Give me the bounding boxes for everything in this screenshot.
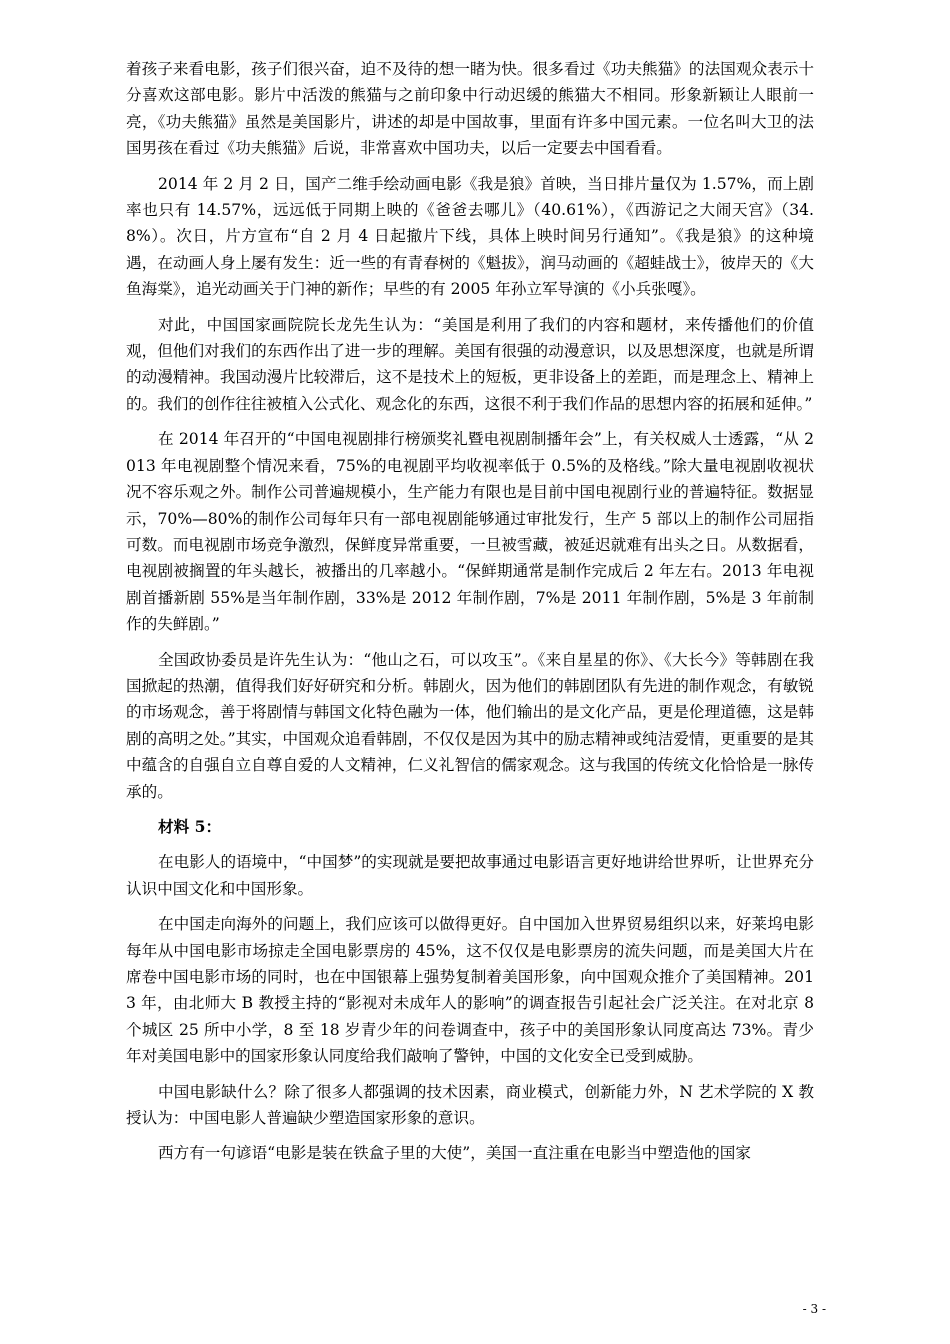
paragraph-tv-drama-stats: 在 2014 年召开的“中国电视剧排行榜颁奖礼暨电视剧制播年会”上，有关权威人士透露，“从 2013 年电视剧整个情况来看，75%的电视剧平均收视率低于 0.5%的及格线。”除大量电视剧收视状况不容乐观之外。制作公司普遍规模小，生产能力有限也是目前中国电视剧行业的普遍特征。数据显示，70%—80%的制作公司每年只有一部电视剧能够通过审批发行，生产 5 部以上的制作公司屈指可数。而电视剧市场竞争激烈，保鲜度异常重要，一旦被雪藏，被延迟就难有出头之日。从数据看，电视剧被搁置的年头越长，被播出的几率越小。“保鲜期通常是制作完成后 2 年左右。2013 年电视剧首播新剧 55%是当年制作剧，33%是 2012 年制作剧，7%是 2011 年制作剧，5%是 3 年前制作的失鲜剧。” <box>126 430 814 634</box>
paragraph-china-dream: 在电影人的语境中，“中国梦”的实现就是要把故事通过电影语言更好地讲给世界听，让世界充分认识中国文化和中国形象。 <box>126 853 814 898</box>
page-number: - 3 - <box>802 1302 826 1316</box>
paragraph-hollywood-impact: 在中国走向海外的问题上，我们应该可以做得更好。自中国加入世界贸易组织以来，好莱坞电影每年从中国电影市场掠走全国电影票房的 45%，这不仅仅是电影票房的流失问题，而是美国大片在席卷中国电影市场的同时，也在中国银幕上强势复制着美国形象，向中国观众推介了美国精神。2013 年，由北师大 B 教授主持的“影视对未成年人的影响”的调查报告引起社会广泛关注。在对北京 8 个城区 25 所中小学，8 至 18 岁青少年的问卷调查中，孩子中的美国形象认同度高达 73%。青少年对美国电影中的国家形象认同度给我们敲响了警钟，中国的文化安全已受到威胁。 <box>126 915 814 1066</box>
paragraph-korean-drama: 全国政协委员是许先生认为：“他山之石，可以攻玉”。《来自星星的你》、《大长今》等韩剧在我国掀起的热潮，值得我们好好研究和分析。韩剧火，因为他们的韩剧团队有先进的制作观念，有敏锐的市场观念，善于将剧情与韩国文化特色融为一体，他们输出的是文化产品，更是伦理道德，这是韩剧的高明之处。”其实，中国观众追看韩剧，不仅仅是因为其中的励志精神或纯洁爱情，更重要的是其中蕴含的自强自立自尊自爱的人文精神，仁义礼智信的儒家观念。这与我国的传统文化恰恰是一脉传承的。 <box>126 650 814 801</box>
paragraph-western-proverb: 西方有一句谚语“电影是装在铁盒子里的大使”，美国一直注重在电影当中塑造他的国家 <box>158 1144 751 1163</box>
paragraph-kungfu-panda: 着孩子来看电影，孩子们很兴奋，迫不及待的想一睹为快。很多看过《功夫熊猫》的法国观众表示十分喜欢这部电影。影片中活泼的熊猫与之前印象中行动迟缓的熊猫大不相同。形象新颖让人眼前一亮，《功夫熊猫》虽然是美国影片，讲述的却是中国故事，里面有许多中国元素。一位名叫大卫的法国男孩在看过《功夫熊猫》后说，非常喜欢中国功夫，以后一定要去中国看看。 <box>126 60 814 158</box>
paragraph-what-china-film-lacks: 中国电影缺什么？除了很多人都强调的技术因素，商业模式，创新能力外，N 艺术学院的 X 教授认为：中国电影人普遍缺少塑造国家形象的意识。 <box>126 1082 814 1128</box>
material-5-heading: 材料 5： <box>158 816 222 836</box>
document-body <box>126 56 814 1176</box>
paragraph-long-opinion: 对此，中国国家画院院长龙先生认为：“美国是利用了我们的内容和题材，来传播他们的价值观，但他们对我们的东西作出了进一步的理解。美国有很强的动漫意识，以及思想深度，也就是所谓的动漫精神。我国动漫片比较滞后，这不是技术上的短板，更非设备上的差距，而是理念上、精神上的。我们的创作往往被植入公式化、观念化的东西，这很不利于我们作品的思想内容的拓展和延伸。” <box>126 315 814 413</box>
paragraph-wo-shi-lang: 2014 年 2 月 2 日，国产二维手绘动画电影《我是狼》首映，当日排片量仅为 1.57%，而上剧率也只有 14.57%，远远低于同期上映的《爸爸去哪儿》（40.61%），《西游记之大闹天宫》（34.8%）。次日，片方宣布“自 2 月 4 日起撤片下线，具体上映时间另行通知”。《我是狼》的这种境遇，在动画人身上屡有发生：近一些的有青春树的《魁拔》，润马动画的《超蛙战士》，彼岸天的《大鱼海棠》，追光动画关于门神的新作；早些的有 2005 年孙立军导演的《小兵张嘎》。 <box>126 174 814 299</box>
